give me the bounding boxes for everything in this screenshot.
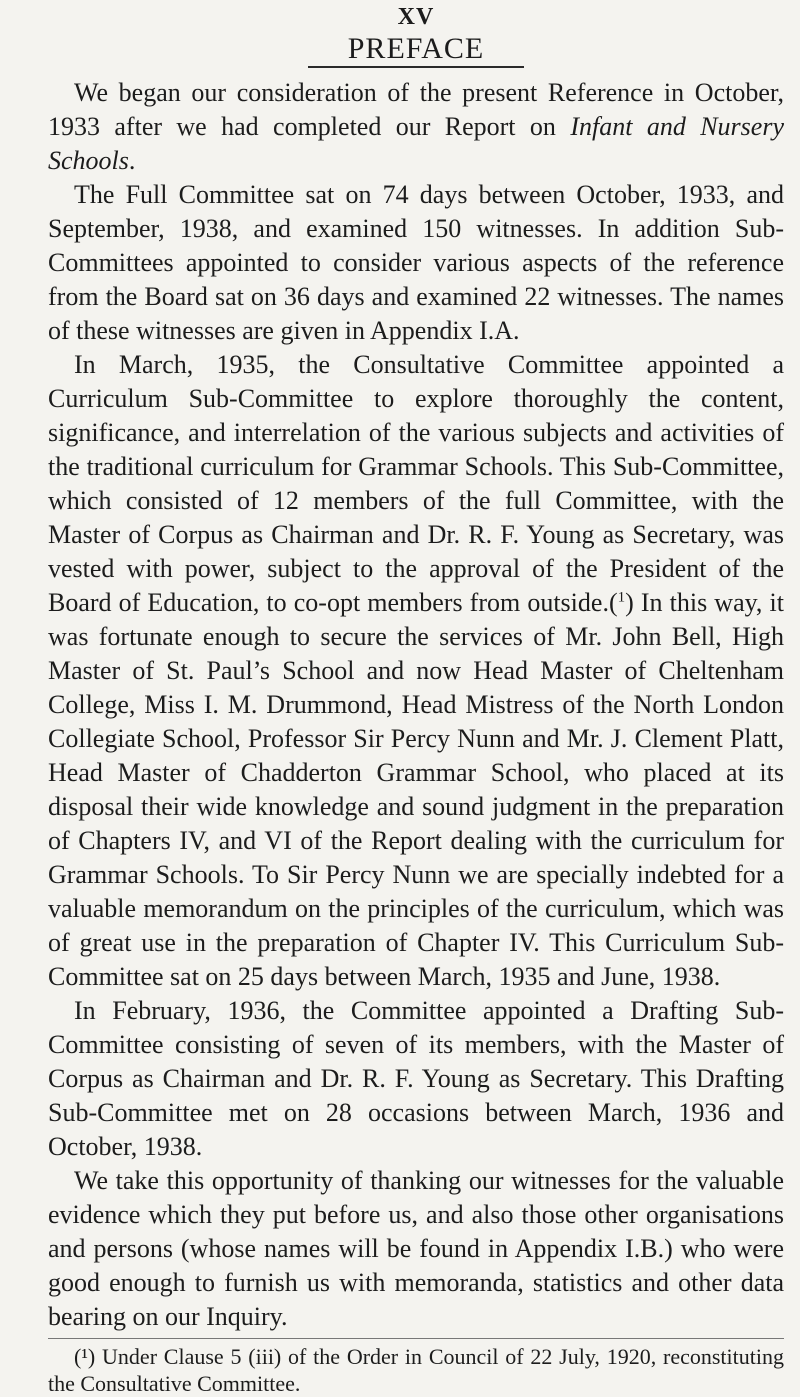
page-title: PREFACE bbox=[347, 32, 485, 65]
paragraph-1-end: . bbox=[128, 146, 136, 175]
report-title-italic: Infant and Nursery Schools bbox=[48, 112, 784, 175]
footnote bbox=[48, 1343, 784, 1397]
paragraph-3 bbox=[48, 348, 784, 994]
body-text bbox=[48, 76, 784, 1334]
paragraph-1-text: We began our consideration of the present Reference in October, 1933 after we had completed our Report on bbox=[48, 78, 784, 141]
title-rule bbox=[308, 66, 524, 68]
footnote-marker: (¹) bbox=[74, 1344, 96, 1369]
paragraph-4: In February, 1936, the Committee appointed a Drafting Sub-Committee consisting of seven of its members, with the Master of Corpus as Chairman and Dr. R. F. Young as Secretary. This Drafting Sub-Committee met on 28 occasions between March, 1936 and October, 1938. bbox=[48, 996, 784, 1161]
page-number: XV bbox=[397, 4, 435, 30]
paragraph-3-continued: ) In this way, it was fortunate enough to secure the services of Mr. John Bell, High Master of St. Paul’s School and now Head Master of Cheltenham College, Miss I. M. Drummond, Head Mistress of the North London Collegiate School, Professor Sir Percy Nunn and Mr. J. Clement Platt, Head Master of Chadderton Grammar School, who placed at its disposal their wide knowledge and sound judgment in the preparation of Chapters IV, and VI of the Report dealing with the curriculum for Grammar Schools. To Sir Percy Nunn we are specially indebted for a valuable memorandum on the principles of the curriculum, which was of great use in the preparation of Chapter IV. This Curriculum Sub-Committee sat on 25 days between March, 1935 and June, 1938. bbox=[48, 588, 784, 991]
paragraph-3-text: In March, 1935, the Consultative Committee appointed a Curriculum Sub-Committee to explore thoroughly the content, significance, and interrelation of the various subjects and activities of the traditional curriculum for Grammar Schools. This Sub-Committee, which consisted of 12 members of the full Committee, with the Master of Corpus as Chairman and Dr. R. F. Young as Secretary, was vested with power, subject to the approval of the President of the Board of Education, to co-opt members from outside.( bbox=[48, 350, 784, 617]
footnote-rule bbox=[48, 1338, 784, 1339]
paragraph-5: We take this opportunity of thanking our witnesses for the valuable evidence which they put before us, and also those other organisations and persons (whose names will be found in Appendix I.B.) who were good enough to furnish us with memoranda, statistics and other data bearing on our Inquiry. bbox=[48, 1166, 784, 1331]
paragraph-2: The Full Committee sat on 74 days between October, 1933, and September, 1938, and examined 150 witnesses. In addition Sub-Committees appointed to consider various aspects of the reference from the Board sat on 36 days and examined 22 witnesses. The names of these witnesses are given in Appendix I.A. bbox=[48, 180, 784, 345]
footnote-reference: 1 bbox=[617, 589, 626, 606]
footnote-text: Under Clause 5 (iii) of the Order in Council of 22 July, 1920, reconstituting the Consultative Committee. bbox=[48, 1344, 784, 1396]
paragraph-1 bbox=[48, 76, 784, 178]
